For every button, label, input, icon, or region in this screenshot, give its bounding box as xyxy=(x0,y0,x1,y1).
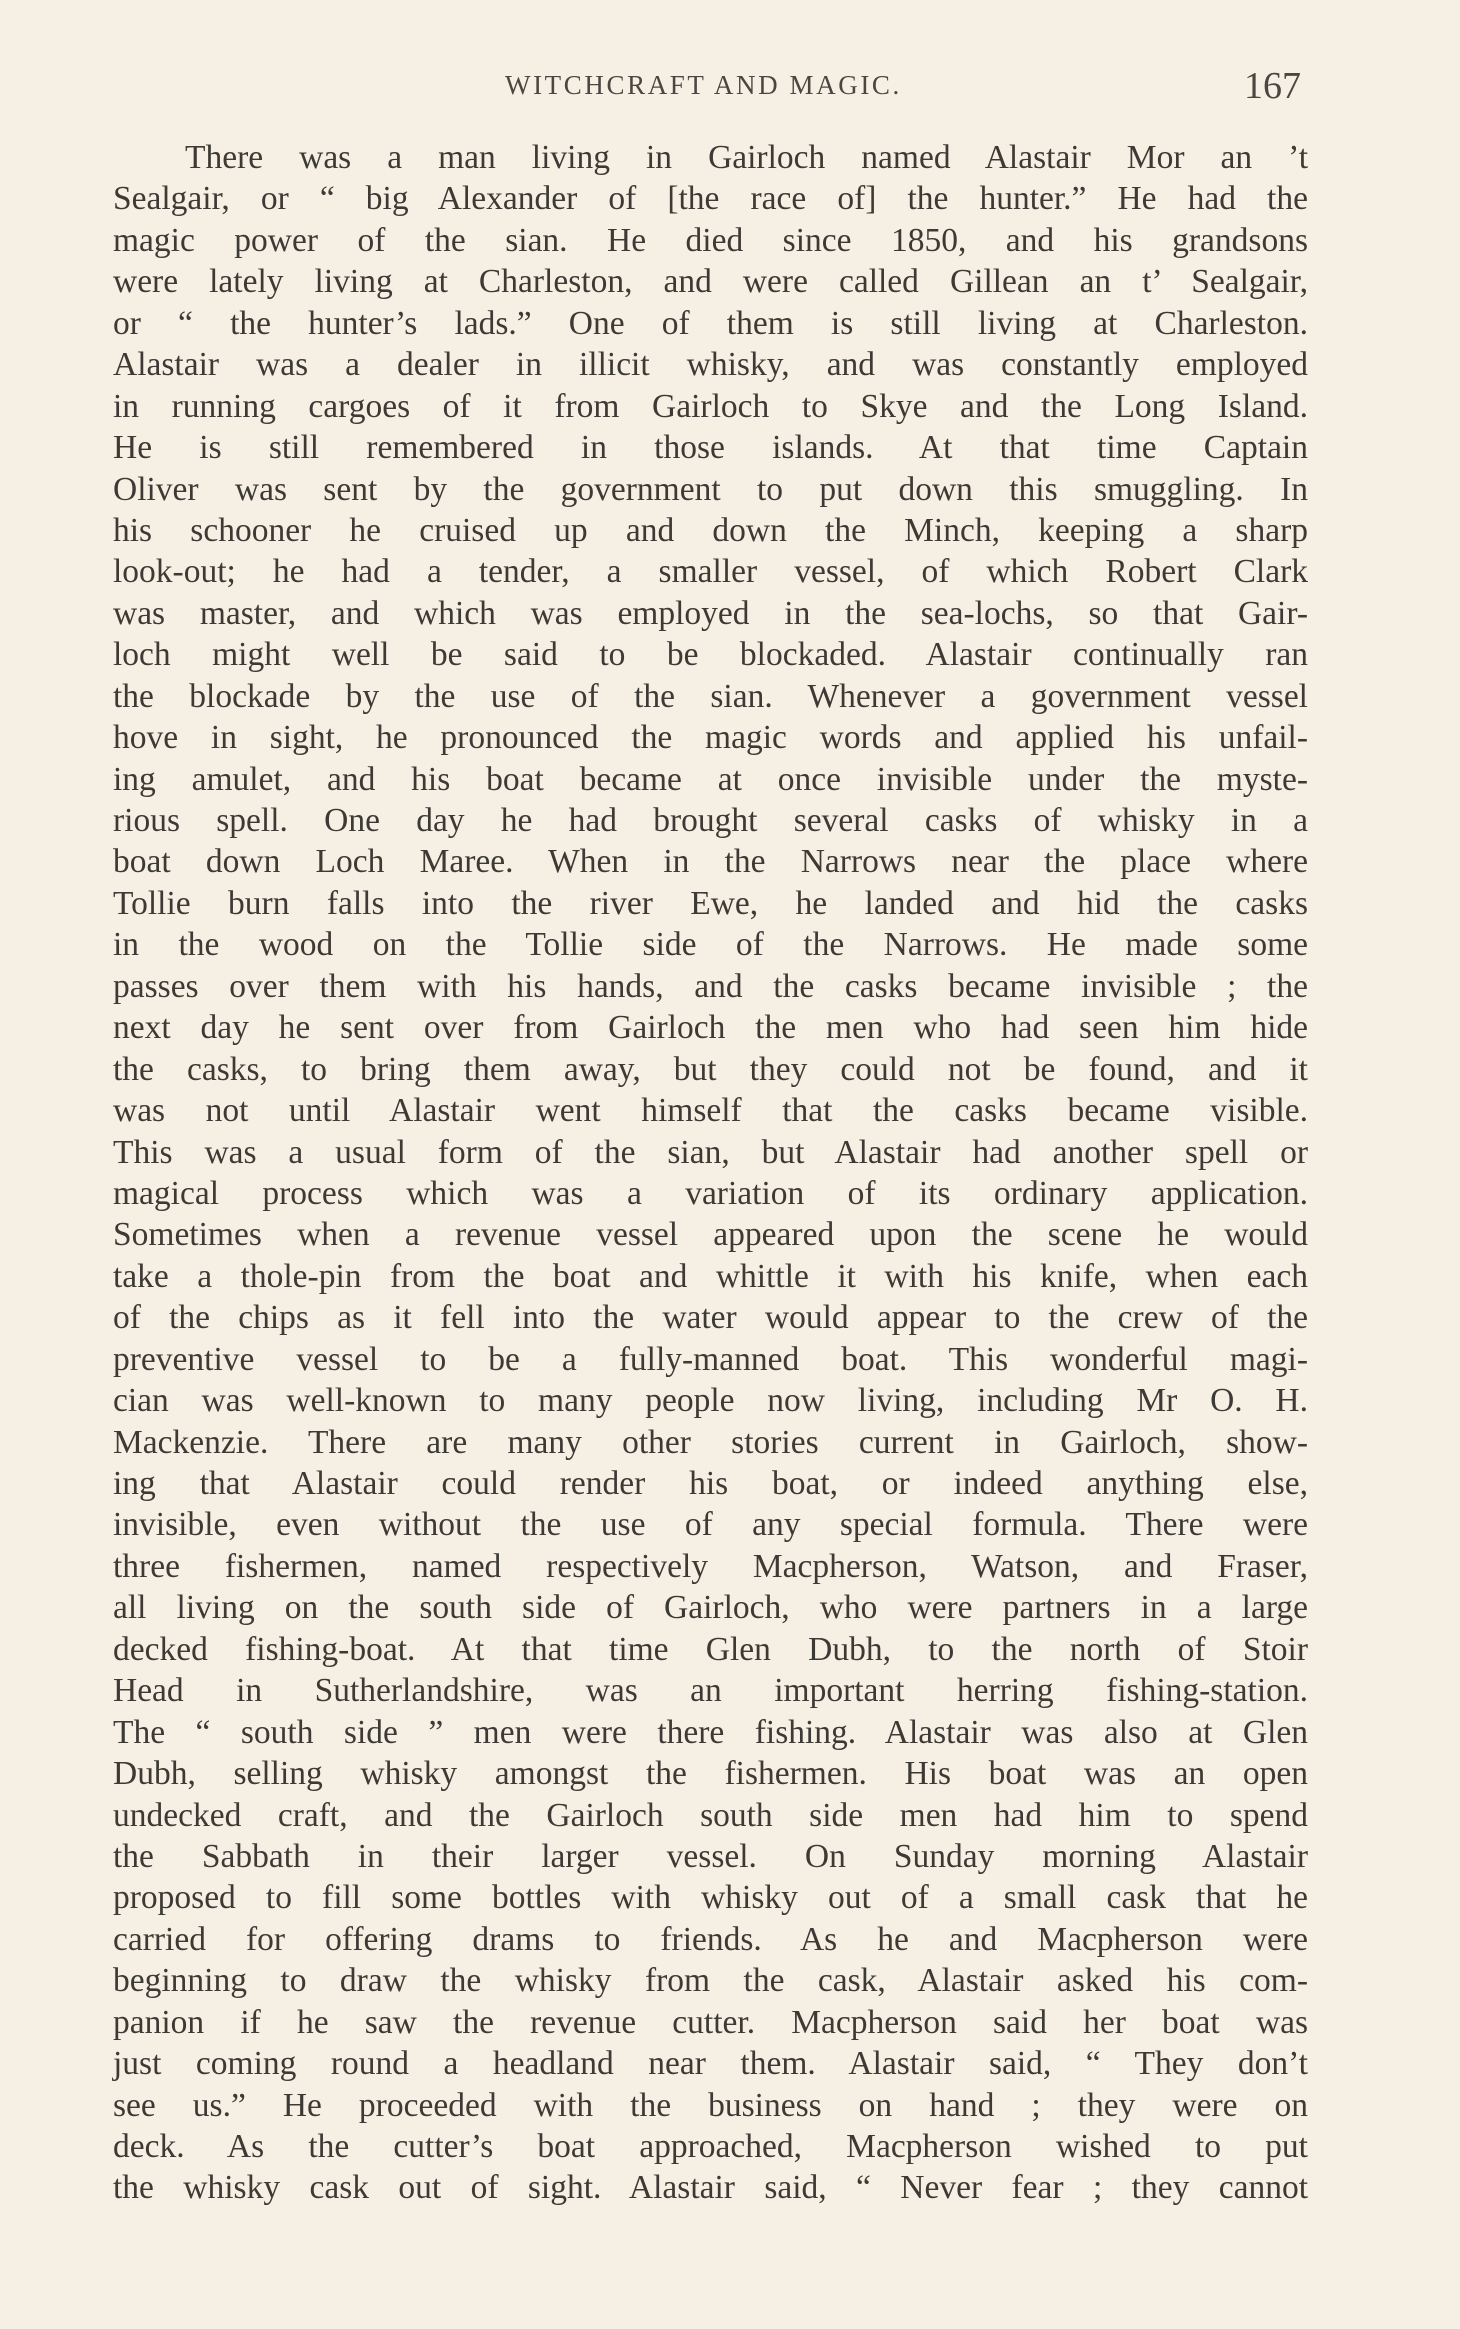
text-line: There was a man living in Gairloch named Alastair Mor an ’t xyxy=(185,139,1308,176)
text-line: just coming round a headland near them. Alastair said, “ They don’t xyxy=(113,2045,1308,2083)
text-line: next day he sent over from Gairloch the men who had seen him hide xyxy=(113,1009,1308,1047)
text-line: take a thole-pin from the boat and whittle it with his knife, when each xyxy=(113,1257,1308,1295)
text-line: look-out; he had a tender, a smaller vessel, of which Robert Clark xyxy=(113,553,1308,591)
text-line: ing amulet, and his boat became at once invisible under the myste- xyxy=(113,760,1308,798)
text-line: Oliver was sent by the government to put down this smuggling. In xyxy=(113,470,1308,508)
text-line: or “ the hunter’s lads.” One of them is still living at Charleston. xyxy=(113,304,1308,342)
text-line: of the chips as it fell into the water would appear to the crew of the xyxy=(113,1299,1308,1337)
text-line: panion if he saw the revenue cutter. Macpherson said her boat was xyxy=(113,2003,1308,2041)
text-line: invisible, even without the use of any special formula. There were xyxy=(113,1506,1308,1544)
text-line: Alastair was a dealer in illicit whisky, and was constantly employed xyxy=(113,346,1308,384)
text-line: in the wood on the Tollie side of the Narrows. He made some xyxy=(113,926,1308,964)
text-line: was not until Alastair went himself that the casks became visible. xyxy=(113,1092,1308,1130)
text-line: in running cargoes of it from Gairloch to Skye and the Long Island. xyxy=(113,387,1308,425)
text-line: passes over them with his hands, and the casks became invisible ; the xyxy=(113,967,1308,1005)
text-line: the blockade by the use of the sian. Whenever a government vessel xyxy=(113,677,1308,715)
text-line: all living on the south side of Gairloch, who were partners in a large xyxy=(113,1589,1308,1627)
text-line: Tollie burn falls into the river Ewe, he landed and hid the casks xyxy=(113,884,1308,922)
text-line: decked fishing-boat. At that time Glen Dubh, to the north of Stoir xyxy=(113,1630,1308,1668)
text-line: hove in sight, he pronounced the magic words and applied his unfail- xyxy=(113,719,1308,757)
text-line: see us.” He proceeded with the business on hand ; they were on xyxy=(113,2086,1308,2124)
text-line: undecked craft, and the Gairloch south side men had him to spend xyxy=(113,1796,1308,1834)
text-line: This was a usual form of the sian, but Alastair had another spell or xyxy=(113,1133,1308,1171)
text-line: ing that Alastair could render his boat, or indeed anything else, xyxy=(113,1465,1308,1502)
text-line: cian was well-known to many people now living, including Mr O. H. xyxy=(113,1382,1308,1420)
text-line: the casks, to bring them away, but they could not be found, and it xyxy=(113,1050,1308,1088)
text-line: the whisky cask out of sight. Alastair said, “ Never fear ; they cannot xyxy=(113,2169,1308,2207)
text-line: proposed to fill some bottles with whisky out of a small cask that he xyxy=(113,1879,1308,1917)
text-line: three fishermen, named respectively Macpherson, Watson, and Fraser, xyxy=(113,1547,1308,1585)
text-line: The “ south side ” men were there fishing. Alastair was also at Glen xyxy=(113,1713,1308,1751)
text-line: deck. As the cutter’s boat approached, Macpherson wished to put xyxy=(113,2128,1308,2165)
text-line: He is still remembered in those islands. At that time Captain xyxy=(113,429,1308,467)
text-line: Sealgair, or “ big Alexander of [the race of] the hunter.” He had the xyxy=(113,180,1308,218)
running-title: WITCHCRAFT AND MAGIC. xyxy=(505,70,902,100)
text-line: Mackenzie. There are many other stories current in Gairloch, show- xyxy=(113,1423,1308,1461)
text-line: Sometimes when a revenue vessel appeared upon the scene he would xyxy=(113,1216,1308,1254)
text-line: carried for offering drams to friends. As he and Macpherson were xyxy=(113,1920,1308,1958)
text-line: Head in Sutherlandshire, was an important herring fishing-station. xyxy=(113,1672,1308,1710)
text-line: boat down Loch Maree. When in the Narrows near the place where xyxy=(113,843,1308,881)
text-line: his schooner he cruised up and down the Minch, keeping a sharp xyxy=(113,511,1308,549)
text-line: rious spell. One day he had brought several casks of whisky in a xyxy=(113,802,1308,839)
running-head xyxy=(0,62,1460,112)
text-line: beginning to draw the whisky from the cask, Alastair asked his com- xyxy=(113,1962,1308,2000)
text-line: were lately living at Charleston, and were called Gillean an t’ Sealgair, xyxy=(113,263,1308,301)
text-line: was master, and which was employed in the sea-lochs, so that Gair- xyxy=(113,594,1308,632)
text-line: the Sabbath in their larger vessel. On Sunday morning Alastair xyxy=(113,1837,1308,1875)
text-line: preventive vessel to be a fully-manned boat. This wonderful magi- xyxy=(113,1340,1308,1378)
text-line: magic power of the sian. He died since 1850, and his grandsons xyxy=(113,221,1308,259)
text-line: Dubh, selling whisky amongst the fishermen. His boat was an open xyxy=(113,1755,1308,1793)
text-line: magical process which was a variation of its ordinary application. xyxy=(113,1174,1308,1212)
body-paragraph xyxy=(113,137,1308,2209)
page-number: 167 xyxy=(1244,65,1301,107)
text-line: loch might well be said to be blockaded. Alastair continually ran xyxy=(113,636,1308,674)
